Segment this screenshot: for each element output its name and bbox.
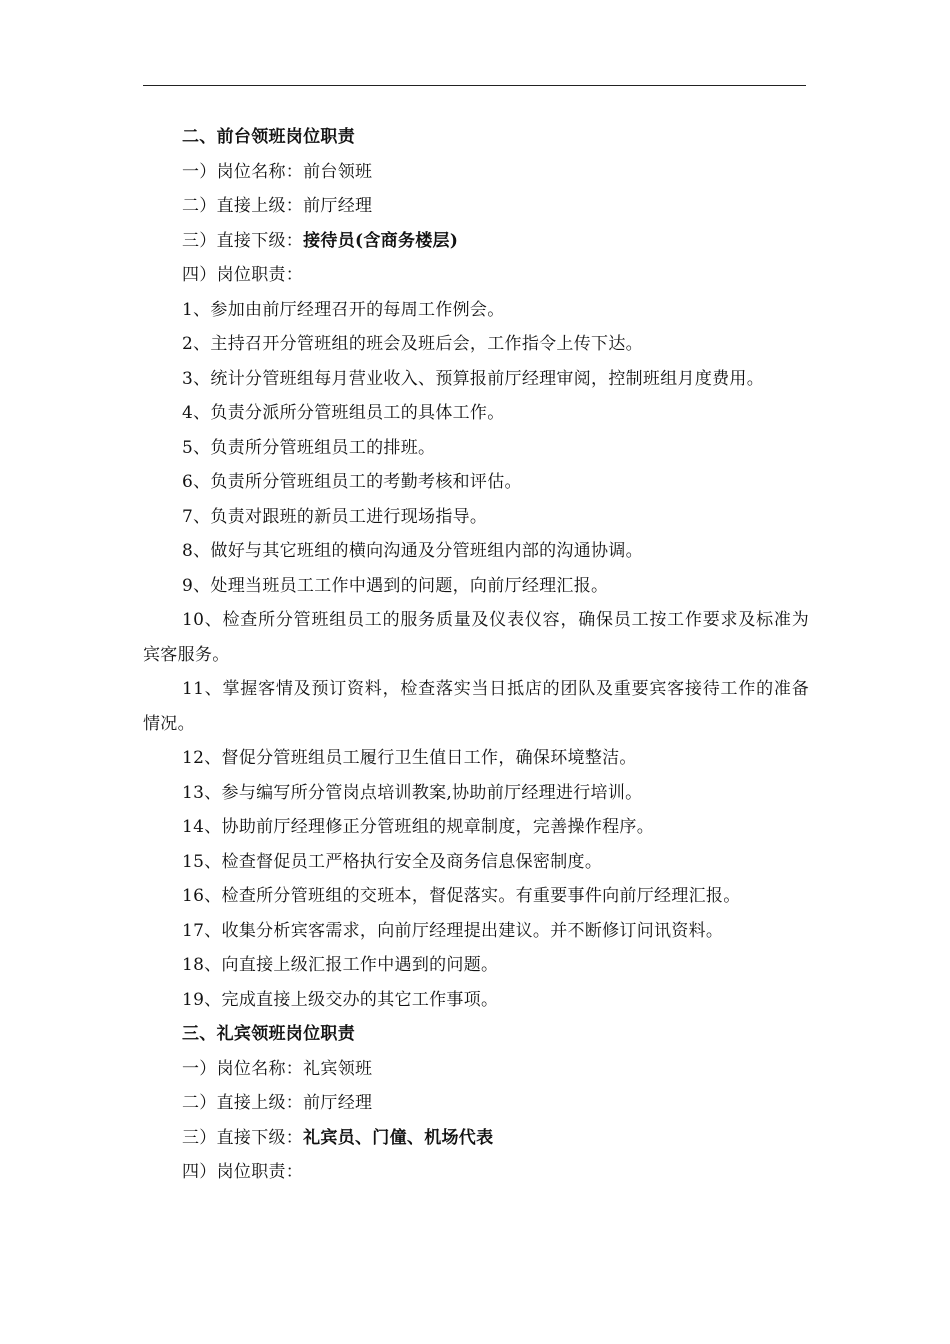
duty-item: 10、检查所分管班组员工的服务质量及仪表仪容，确保员工按工作要求及标准为宾客服务。 [143, 610, 809, 665]
label: 三）直接下级： [182, 230, 304, 251]
duty-item: 8、做好与其它班组的横向沟通及分管班组内部的沟通协调。 [182, 541, 643, 561]
section-3-heading: 三、礼宾领班岗位职责 [182, 1024, 355, 1044]
value: 前厅经理 [303, 196, 373, 216]
value: 礼宾领班 [303, 1058, 373, 1079]
duty-item: 19、完成直接上级交办的其它工作事项。 [182, 989, 499, 1010]
section-2-heading: 二、前台领班岗位职责 [182, 127, 355, 147]
section-3-subordinate [143, 1121, 809, 1156]
section-2-subordinate [143, 224, 809, 259]
header-rule [143, 85, 806, 86]
label: 一）岗位名称： [182, 161, 304, 182]
duty-item: 2、主持召开分管班组的班会及班后会，工作指令上传下达。 [182, 334, 643, 354]
duty-item: 15、检查督促员工严格执行安全及商务信息保密制度。 [182, 851, 603, 872]
section-3-duties-label: 四）岗位职责： [182, 1162, 304, 1182]
duty-item: 12、督促分管班组员工履行卫生值日工作，确保环境整洁。 [182, 748, 637, 768]
duty-item: 13、参与编写所分管岗点培训教案,协助前厅经理进行培训。 [182, 782, 643, 803]
duty-item: 6、负责所分管班组员工的考勤考核和评估。 [182, 472, 522, 492]
label: 三）直接下级： [182, 1127, 304, 1148]
document-body [143, 120, 809, 1190]
duty-item: 7、负责对跟班的新员工进行现场指导。 [182, 506, 488, 527]
duty-item: 5、负责所分管班组员工的排班。 [182, 437, 436, 458]
value: 接待员(含商务楼层) [303, 230, 459, 251]
value: 礼宾员、门僮、机场代表 [303, 1127, 494, 1148]
duty-item: 9、处理当班员工工作中遇到的问题，向前厅经理汇报。 [182, 575, 609, 596]
label: 二）直接上级： [182, 1093, 304, 1113]
value: 前台领班 [303, 161, 373, 182]
section-3-position-name [143, 1052, 809, 1087]
label: 二）直接上级： [182, 196, 304, 216]
duty-item: 11、掌握客情及预订资料，检查落实当日抵店的团队及重要宾客接待工作的准备情况。 [143, 679, 809, 734]
duty-item: 18、向直接上级汇报工作中遇到的问题。 [182, 955, 499, 975]
duty-item: 4、负责分派所分管班组员工的具体工作。 [182, 403, 505, 423]
section-3-superior [143, 1086, 809, 1121]
section-2-position-name [143, 155, 809, 190]
duty-item: 16、检查所分管班组的交班本，督促落实。有重要事件向前厅经理汇报。 [182, 886, 741, 906]
duty-item: 1、参加由前厅经理召开的每周工作例会。 [182, 299, 505, 320]
section-2-duties-label: 四）岗位职责： [182, 265, 304, 285]
duty-item: 3、统计分管班组每月营业收入、预算报前厅经理审阅，控制班组月度费用。 [182, 368, 765, 389]
value: 前厅经理 [303, 1093, 373, 1113]
label: 一）岗位名称： [182, 1058, 304, 1079]
duty-item: 17、收集分析宾客需求，向前厅经理提出建议。并不断修订问讯资料。 [182, 920, 724, 941]
section-2-superior [143, 189, 809, 224]
duty-item: 14、协助前厅经理修正分管班组的规章制度，完善操作程序。 [182, 817, 655, 837]
